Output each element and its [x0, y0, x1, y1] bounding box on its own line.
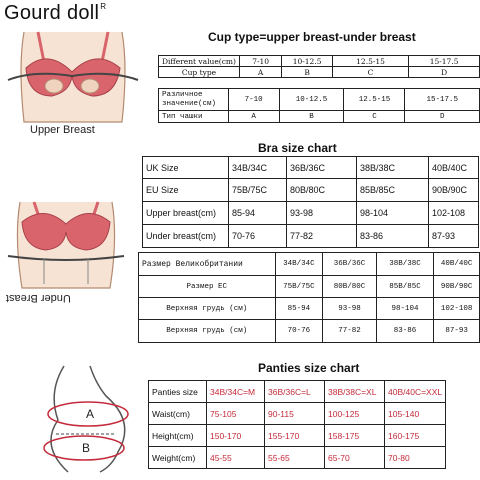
- cell: 87-93: [429, 225, 479, 248]
- cell: 36B/36C=L: [265, 381, 325, 403]
- cell: 38B/38C: [376, 253, 433, 276]
- table-row: [139, 276, 480, 298]
- cell: 12.5-15: [332, 56, 408, 67]
- row-label: Height(cm): [149, 425, 207, 447]
- cell: 34B/34C: [229, 157, 287, 179]
- cell: 75-105: [207, 403, 265, 425]
- cell: 83-86: [376, 320, 433, 343]
- cell: 45-55: [207, 447, 265, 469]
- row-label: Waist(cm): [149, 403, 207, 425]
- cell: D: [409, 67, 480, 78]
- cell: 70-80: [385, 447, 446, 469]
- table-row: [149, 381, 446, 403]
- cell: 102-108: [434, 298, 480, 320]
- cell: 100-125: [325, 403, 385, 425]
- cell: 40B/40C: [434, 253, 480, 276]
- cell: 105-140: [385, 403, 446, 425]
- table-row: [139, 253, 480, 276]
- cell: 93-98: [323, 298, 377, 320]
- table-row: [159, 89, 480, 111]
- bra-size-table: [142, 156, 479, 248]
- cell: 160-175: [385, 425, 446, 447]
- cell: 12.5-15: [344, 89, 405, 111]
- row-label: Различное значение(см): [159, 89, 229, 111]
- cell: 38B/38C: [357, 157, 429, 179]
- cell: 40B/40C: [429, 157, 479, 179]
- under-breast-illustration: [4, 198, 128, 292]
- table-row: [143, 157, 479, 179]
- cell: 85B/85C: [357, 179, 429, 202]
- row-label: Размер Великобритании: [139, 253, 276, 276]
- cup-type-table-ru: [158, 88, 480, 123]
- cell: 55-65: [265, 447, 325, 469]
- cell: 70-76: [229, 225, 287, 248]
- cell: 34B/34C=M: [207, 381, 265, 403]
- cell: 77-82: [323, 320, 377, 343]
- cell: 155-170: [265, 425, 325, 447]
- row-label: Верхняя грудь (см): [139, 298, 276, 320]
- row-label: UK Size: [143, 157, 229, 179]
- table-row: [143, 179, 479, 202]
- cell: A: [228, 111, 279, 123]
- cell: 90B/90C: [429, 179, 479, 202]
- under-breast-caption: Under Breast: [6, 292, 71, 304]
- cell: 70-76: [275, 320, 323, 343]
- cell: C: [344, 111, 405, 123]
- cell: 87-93: [434, 320, 480, 343]
- upper-breast-caption: Upper Breast: [30, 124, 95, 136]
- table-row: [159, 56, 480, 67]
- cell: 36B/36C: [323, 253, 377, 276]
- cell: 158-175: [325, 425, 385, 447]
- row-label: Under breast(cm): [143, 225, 229, 248]
- cell: 98-104: [376, 298, 433, 320]
- row-label: Panties size: [149, 381, 207, 403]
- cell: 34B/34C: [275, 253, 323, 276]
- zone-a-label: A: [86, 407, 95, 421]
- cell: 150-170: [207, 425, 265, 447]
- table-row: [149, 425, 446, 447]
- table-row: [143, 202, 479, 225]
- cell: 15-17.5: [409, 56, 480, 67]
- cell: 10-12.5: [282, 56, 333, 67]
- cell: 15-17.5: [405, 89, 480, 111]
- cell: 90-115: [265, 403, 325, 425]
- cell: 38B/38C=XL: [325, 381, 385, 403]
- cell: 65-70: [325, 447, 385, 469]
- cell: 75B/75C: [275, 276, 323, 298]
- row-label: Cup type: [159, 67, 240, 78]
- brand-logo: [4, 2, 106, 25]
- row-label: Weight(cm): [149, 447, 207, 469]
- cell: 40B/40C=XXL: [385, 381, 446, 403]
- table-row: [139, 298, 480, 320]
- cell: 85-94: [275, 298, 323, 320]
- cell: 77-82: [287, 225, 357, 248]
- cell: B: [279, 111, 344, 123]
- row-label: Верхняя грудь (см): [139, 320, 276, 343]
- cell: C: [332, 67, 408, 78]
- cell: 102-108: [429, 202, 479, 225]
- cell: B: [282, 67, 333, 78]
- cell: 93-98: [287, 202, 357, 225]
- row-label: Тип чашки: [159, 111, 229, 123]
- cell: 36B/36C: [287, 157, 357, 179]
- brand-name: Gourd doll: [4, 2, 100, 24]
- cell: 80B/80C: [323, 276, 377, 298]
- cell: 98-104: [357, 202, 429, 225]
- table-row: [143, 225, 479, 248]
- bra-size-title: Bra size chart: [258, 141, 337, 155]
- cup-type-table-en: [158, 55, 480, 78]
- table-row: [149, 403, 446, 425]
- cell: 85B/85C: [376, 276, 433, 298]
- cell: 7-10: [228, 89, 279, 111]
- table-row: [159, 67, 480, 78]
- table-row: [139, 320, 480, 343]
- cell: 75B/75C: [229, 179, 287, 202]
- table-row: [149, 447, 446, 469]
- row-label: Размер ЕС: [139, 276, 276, 298]
- cup-type-title: Cup type=upper breast-under breast: [208, 30, 416, 44]
- cell: A: [239, 67, 281, 78]
- cell: D: [405, 111, 480, 123]
- cell: 80B/80C: [287, 179, 357, 202]
- registered-mark: R: [100, 2, 107, 11]
- cell: 85-94: [229, 202, 287, 225]
- cell: 10-12.5: [279, 89, 344, 111]
- belly-silhouette-illustration: [20, 362, 144, 476]
- upper-breast-illustration: [4, 26, 142, 126]
- panties-size-title: Panties size chart: [258, 361, 360, 375]
- row-label: EU Size: [143, 179, 229, 202]
- zone-b-label: B: [82, 441, 91, 455]
- bra-size-table-ru: [138, 252, 480, 343]
- panties-size-table: [148, 380, 446, 469]
- row-label: Upper breast(cm): [143, 202, 229, 225]
- cell: 90B/90C: [434, 276, 480, 298]
- table-row: [159, 111, 480, 123]
- row-label: Different value(cm): [159, 56, 240, 67]
- cell: 83-86: [357, 225, 429, 248]
- cell: 7-10: [239, 56, 281, 67]
